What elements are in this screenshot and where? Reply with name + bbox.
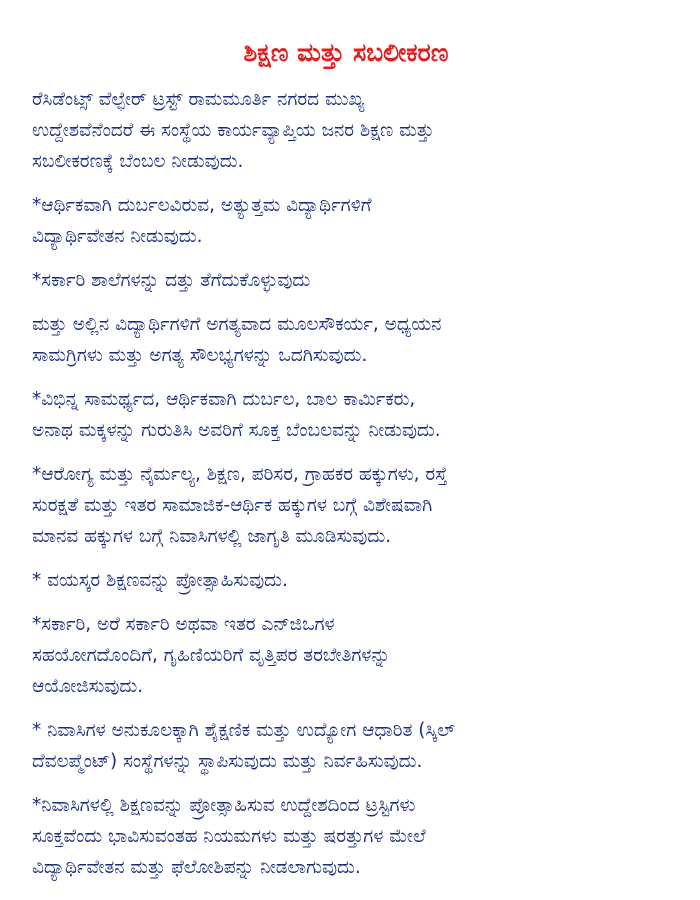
paragraph-fellowship: *ನಿವಾಸಿಗಳಲ್ಲಿ ಶಿಕ್ಷಣವನ್ನು ಪ್ರೋತ್ಸಾಹಿಸುವ ಉದ್ದೇಶದಿಂದ ಟ್ರಸ್ಟಿಗಳು ಸೂಕ್ತವೆಂದು ಭಾವಿಸುವಂತಹ ನಿಯಮಗಳು ಮತ್ತು ಷರತ್ತುಗಳ ಮೇಲೆ ವಿದ್ಯಾರ್ಥಿವೇತನ ಮತ್ತು ಫೆಲೋಶಿಪನ್ನು ನೀಡಲಾಗುವುದು. bbox=[32, 795, 426, 878]
paragraph-awareness: *ಆರೋಗ್ಯ ಮತ್ತು ನೈರ್ಮಲ್ಯ, ಶಿಕ್ಷಣ, ಪರಿಸರ, ಗ್ರಾಹಕರ ಹಕ್ಕುಗಳು, ರಸ್ತೆ ಸುರಕ್ಷತೆ ಮತ್ತು ಇತರ ಸಾಮಾಜಿಕ-ಆರ್ಥಿಕ ಹಕ್ಕುಗಳ ಬಗ್ಗೆ ವಿಶೇಷವಾಗಿ ಮಾನವ ಹಕ್ಕುಗಳ ಬಗ್ಗೆ ನಿವಾಸಿಗಳಲ್ಲಿ ಜಾಗೃತಿ ಮೂಡಿಸುವುದು. bbox=[32, 464, 448, 547]
paragraph-skill-institutions: * ನಿವಾಸಿಗಳ ಅನುಕೂಲಕ್ಕಾಗಿ ಶೈಕ್ಷಣಿಕ ಮತ್ತು ಉದ್ಯೋಗ ಆಧಾರಿತ (ಸ್ಕಿಲ್ ದೆವಲಪ್ಮೆಂಟ್) ಸಂಸ್ಥೆಗಳನ್ನು ಸ್ಥಾಪಿಸುವುದು ಮತ್ತು ನಿರ್ವಹಿಸುವುದು. bbox=[32, 720, 456, 772]
page-title: ಶಿಕ್ಷಣ ಮತ್ತು ಸಬಲೀಕರಣ bbox=[243, 38, 449, 67]
paragraph-adopt-schools: *ಸರ್ಕಾರಿ ಶಾಲೆಗಳನ್ನು ದತ್ತು ತೆಗೆದುಕೊಳ್ಳುವುದು bbox=[32, 270, 311, 291]
paragraph-intro: ರೆಸಿಡೆಂಟ್ಸ್ ವೆಲ್ಫೇರ್ ಟ್ರಸ್ಟ್ ರಾಮಮೂರ್ತಿ ನಗರದ ಮುಖ್ಯ ಉದ್ದೇಶವೆನೆಂದರೆ ಈ ಸಂಸ್ಥೆಯ ಕಾರ್ಯವ್ಯಾಪ್ತಿಯ ಜನರ ಶಿಕ್ಷಣ ಮತ್ತು ಸಬಲೀಕರಣಕ್ಕೆ ಬೆಂಬಲ ನೀಡುವುದು. bbox=[32, 89, 434, 172]
paragraph-scholarship: *ಆರ್ಥಿಕವಾಗಿ ದುರ್ಬಲವಿರುವ, ಅತ್ಯುತ್ತಮ ವಿದ್ಯಾರ್ಥಿಗಳಿಗೆ ವಿದ್ಯಾರ್ಥಿವೇತನ ನೀಡುವುದು. bbox=[32, 195, 372, 247]
paragraph-adult-education: * ವಯಸ್ಕರ ಶಿಕ್ಷಣವನ್ನು ಪ್ರೋತ್ಸಾಹಿಸುವುದು. bbox=[32, 570, 288, 591]
paragraph-infrastructure: ಮತ್ತು ಅಲ್ಲಿನ ವಿದ್ಯಾರ್ಥಿಗಳಿಗೆ ಅಗತ್ಯವಾದ ಮೂಲಸೌಕರ್ಯ, ಅಧ್ಯಯನ ಸಾಮಗ್ರಿಗಳು ಮತ್ತು ಅಗತ್ಯ ಸೌಲಭ್ಯಗಳನ್ನು ಒದಗಿಸುವುದು. bbox=[32, 314, 442, 366]
paragraph-support-children: *ವಿಭಿನ್ನ ಸಾಮರ್ಥ್ಯದ, ಆರ್ಥಿಕವಾಗಿ ದುರ್ಬಲ, ಬಾಲ ಕಾರ್ಮಿಕರು, ಅನಾಥ ಮಕ್ಕಳನ್ನು ಗುರುತಿಸಿ ಅವರಿಗೆ ಸೂಕ್ತ ಬೆಂಬಲವನ್ನು ನೀಡುವುದು. bbox=[32, 389, 441, 441]
paragraph-vocational-training: *ಸರ್ಕಾರಿ, ಅರೆ ಸರ್ಕಾರಿ ಅಥವಾ ಇತರ ಎನ್‌ಜಿಒಗಳ ಸಹಯೋಗದೊಂದಿಗೆ, ಗೃಹಿಣಿಯರಿಗೆ ವೃತ್ತಿಪರ ತರಬೇತಿಗಳನ್ನು ಆಯೋಜಿಸುವುದು. bbox=[32, 614, 391, 697]
